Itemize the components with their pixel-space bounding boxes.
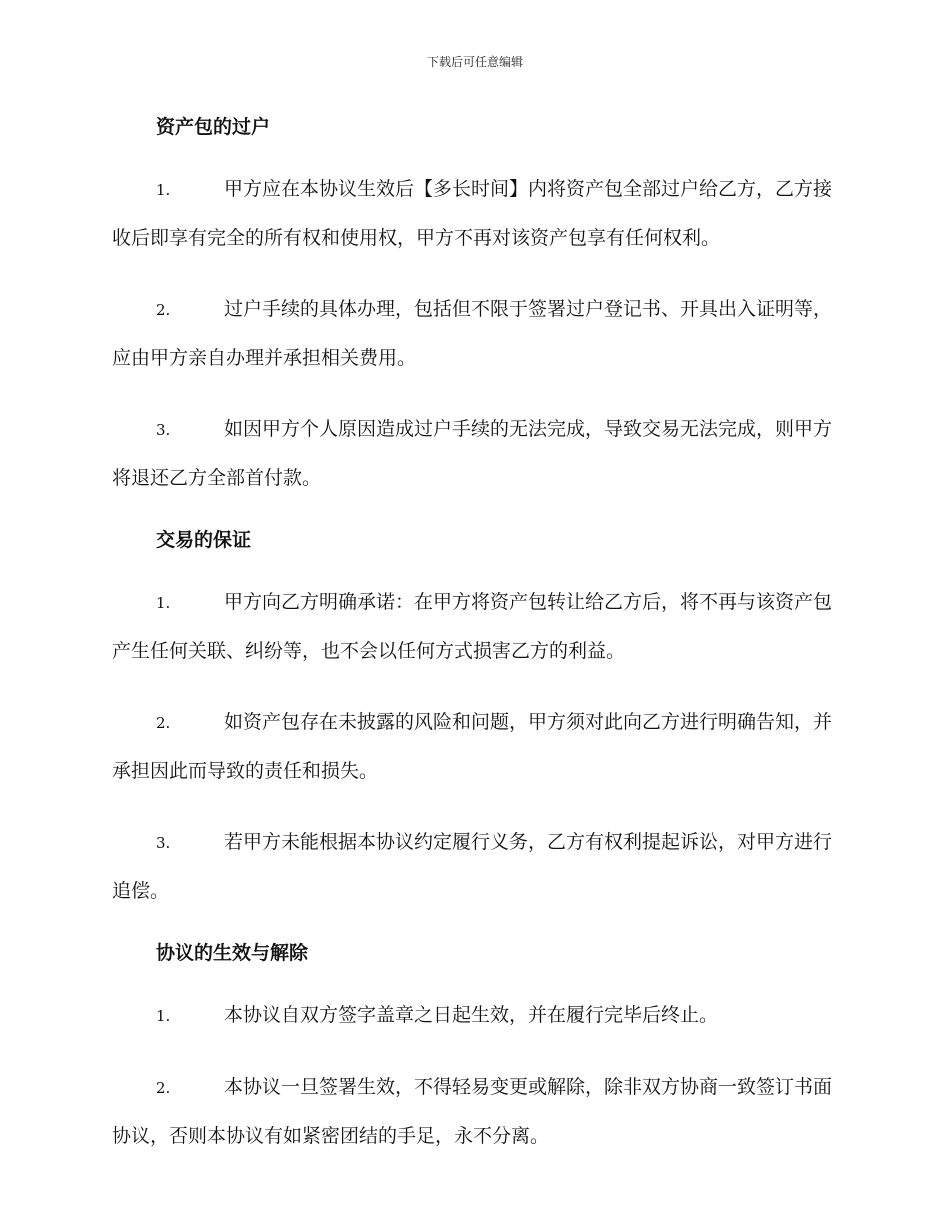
clause-text: 过户手续的具体办理，包括但不限于签署过户登记书、开具出入证明等，应由甲方亲自办理并承担相关费用。 <box>112 298 833 369</box>
clause-number: 2. <box>156 301 171 319</box>
section-transaction-guarantee <box>112 525 838 915</box>
clause-text: 甲方应在本协议生效后【多长时间】内将资产包全部过户给乙方，乙方接收后即享有完全的所有权和使用权，甲方不再对该资产包享有任何权利。 <box>112 178 833 249</box>
document-body <box>112 112 838 1183</box>
section-heading: 交易的保证 <box>156 529 252 551</box>
clause-text: 如因甲方个人原因造成过户手续的无法完成，导致交易无法完成，则甲方将退还乙方全部首付款。 <box>112 418 833 489</box>
clause-item <box>112 991 838 1040</box>
clause-number: 3. <box>156 421 171 439</box>
clause-item <box>112 818 838 915</box>
clause-number: 1. <box>156 594 171 612</box>
clause-text: 甲方向乙方明确承诺：在甲方将资产包转让给乙方后，将不再与该资产包产生任何关联、纠纷等，也不会以任何方式损害乙方的利益。 <box>112 591 833 662</box>
clause-item <box>112 698 838 795</box>
section-effect-and-termination <box>112 938 838 1160</box>
clause-number: 1. <box>156 181 171 199</box>
section-heading: 资产包的过户 <box>156 116 271 138</box>
clause-text: 如资产包存在未披露的风险和问题，甲方须对此向乙方进行明确告知，并承担因此而导致的责任和损失。 <box>112 711 833 782</box>
clause-item <box>112 165 838 262</box>
section-heading: 协议的生效与解除 <box>156 942 309 964</box>
clause-number: 2. <box>156 714 171 732</box>
section-asset-transfer <box>112 112 838 502</box>
clause-item <box>112 578 838 675</box>
clause-text: 若甲方未能根据本协议约定履行义务，乙方有权利提起诉讼，对甲方进行追偿。 <box>112 831 833 902</box>
clause-text: 本协议一旦签署生效，不得轻易变更或解除，除非双方协商一致签订书面协议，否则本协议有如紧密团结的手足，永不分离。 <box>112 1076 833 1147</box>
clause-number: 2. <box>156 1079 171 1097</box>
clause-item <box>112 285 838 382</box>
clause-text: 本协议自双方签字盖章之日起生效，并在履行完毕后终止。 <box>224 1004 719 1026</box>
clause-item <box>112 1063 838 1160</box>
clause-item <box>112 405 838 502</box>
clause-number: 1. <box>156 1007 171 1025</box>
page-header: 下载后可任意编辑 <box>426 55 523 69</box>
clause-number: 3. <box>156 834 171 852</box>
